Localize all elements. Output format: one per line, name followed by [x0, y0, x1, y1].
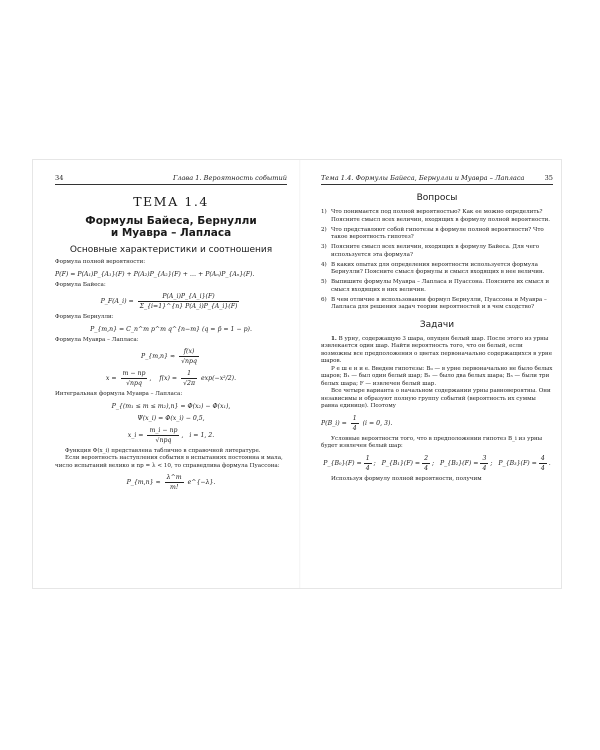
cond-prob-numerator: 2 — [424, 454, 429, 462]
formula-moivre-laplace — [55, 347, 287, 366]
question-text: В чем отличие в использовании формул Бернулли, Пуассона и Муавра – Лапласа для решения задач теории вероятностей и в чем сходство? — [331, 296, 547, 310]
cond-prob-fraction — [422, 454, 430, 473]
question-text: Что представляют собой гипотезы в формуле полной вероятности? Что такое вероятность гипотез? — [331, 226, 544, 240]
question-item — [321, 262, 553, 277]
book-spread — [33, 160, 561, 588]
task-1 — [321, 336, 553, 366]
topic-title — [55, 215, 287, 239]
cond-prob-left: P_{B₂}(F) = — [440, 459, 479, 467]
formula-poisson-numerator: λ^m — [166, 474, 182, 481]
question-number: 1) — [321, 209, 327, 215]
formula-poisson-left: P_{m,n} ≈ — [126, 479, 161, 486]
left-body — [55, 259, 287, 492]
formula-x-numerator: m − np — [122, 370, 146, 377]
right-topic-title: Тема 1.4. Формулы Байеса, Бернулли и Муавра – Лапласа — [321, 174, 525, 182]
right-page-number: 35 — [544, 174, 553, 182]
formula-integral-2: Ψ(x_i) = Φ(x_i) − 0,5, — [137, 414, 205, 422]
label-bayes: Формула Байеса: — [55, 281, 106, 288]
formula-poisson-fraction — [165, 473, 184, 492]
formula-pb-numerator: 1 — [352, 414, 357, 422]
cond-prob-denominator: 4 — [424, 464, 429, 472]
formula-bayes-denominator: Σ_{i=1}^{n} P(A_i)P_{A_i}(F) — [139, 303, 238, 310]
formula-pb-fraction — [351, 414, 359, 433]
formula-integral-1: P_{(m₁ ≤ m ≤ m₂),n} = Φ(x₂) − Φ(x₁), — [111, 402, 231, 410]
cond-prob-fraction — [480, 454, 488, 473]
cond-prob-left: P_{B₀}(F) = — [323, 459, 362, 467]
question-number: 4) — [321, 261, 327, 268]
solution — [321, 366, 553, 389]
formula-total-probability: P(F) = P(A₁)P_{A₁}(F) + P(A₂)P_{A₂}(F) + … + P(Aₙ)P_{Aₙ}(F). — [55, 270, 255, 278]
label-total-probability: Формула полной вероятности: — [55, 259, 146, 265]
topic-title-line-1: Формулы Байеса, Бернулли — [85, 215, 257, 227]
question-item — [321, 227, 553, 242]
formula-pb-left: P(B_i) = — [321, 419, 347, 427]
cond-prob-fraction — [539, 454, 547, 473]
formula-bayes-left: P_F(A_i) = — [100, 298, 134, 305]
cond-prob — [440, 454, 493, 472]
question-number: 5) — [321, 279, 327, 285]
formula-hypothesis-probability — [321, 414, 553, 433]
cond-prob-denominator: 4 — [482, 464, 487, 472]
question-number: 3) — [321, 244, 327, 250]
formula-int3-fraction — [147, 426, 179, 445]
question-text: В каких опытах для определения вероятности используется формула Бернулли? Поясните смысл формулы и смысл входящих в нее величин. — [331, 261, 545, 275]
cond-prob-fraction — [364, 454, 372, 473]
text-poisson-intro: Если вероятность наступления события в испытаниях постоянна и мала, число испытаний велико и np = λ < 10, то справедлива формула Пуассона: — [55, 455, 283, 469]
formula-x-left: x = — [105, 375, 117, 382]
label-moivre-laplace: Формула Муавра – Лапласа: — [55, 336, 139, 343]
right-body — [321, 336, 553, 484]
cond-prob-sep: ; — [490, 459, 493, 467]
formula-ml-fraction — [179, 347, 199, 366]
questions-header: Вопросы — [416, 193, 458, 203]
formula-bayes — [55, 292, 287, 311]
left-page-number: 34 — [55, 174, 64, 182]
task-1-number: 1. — [331, 335, 337, 342]
tasks-header: Задачи — [419, 319, 455, 330]
question-item — [321, 279, 553, 294]
question-number: 2) — [321, 226, 327, 233]
cond-prob-denominator: 4 — [540, 464, 545, 472]
cond-prob-left: P_{B₃}(F) = — [498, 459, 537, 467]
question-item — [321, 244, 553, 259]
formula-pb-denominator: 4 — [352, 424, 357, 432]
cond-prob — [498, 454, 551, 472]
topic-title-line-2: и Муавра – Лапласа — [110, 227, 232, 239]
book-gutter — [299, 160, 301, 588]
cond-prob-sep: ; — [432, 459, 435, 467]
formula-fx-right: exp(−x²/2). — [200, 375, 237, 382]
formula-fx-left: f(x) = — [159, 375, 178, 382]
cond-prob-numerator: 4 — [540, 454, 545, 462]
formula-x-and-fx: x = $\frac{m - np}{\text{√npq}}$ , f(x) = $\frac{1}{√2\pi}$ exp(−x²/2). — [105, 370, 237, 387]
left-chapter-title: Глава 1. Вероятность событий — [172, 174, 287, 182]
task-1-text: В урну, содержащую 3 шара, опущен белый шар. После этого из урны извлекается один шар. Найти вероятность того, что он белый, если возможны все предположения о цветах первоначально содержащихся в урне шаров. — [321, 335, 553, 364]
formula-fx-numerator: 1 — [181, 369, 197, 379]
cond-prob-sep: . — [548, 459, 551, 467]
question-item — [321, 297, 553, 312]
text-conditional: Условные вероятности того, что в предположении гипотез B_i из урны будет извлечен белый шар: — [321, 435, 543, 449]
cond-prob-left: P_{B₁}(F) = — [381, 459, 421, 467]
solution-label: Р е ш е н и е. — [331, 365, 370, 372]
formula-poisson-denominator: m! — [169, 484, 179, 491]
cond-prob-sep: ; — [373, 459, 376, 467]
left-running-head — [55, 174, 287, 185]
solution-text: Введем гипотезы: B₀ — в урне первоначально не было белых шаров; B₁ — был один белый шар; B₂ — было два белых шара; B₃ — были три белых шара; F — извлечен белый шар. — [321, 365, 553, 387]
cond-prob-numerator: 1 — [365, 454, 370, 462]
formula-integral-3: x_i = $\frac{m\_i - np}{\text{√npq}}$ , i = 1, 2. — [127, 426, 215, 444]
label-integral: Интегральная формула Муавра – Лапласа: — [55, 391, 183, 397]
formula-ml-left: P_{m,n} ≈ — [141, 353, 176, 360]
right-page — [311, 160, 561, 588]
formula-bayes-numerator: P(A_i)P_{A_i}(F) — [138, 292, 240, 302]
formula-poisson — [55, 473, 287, 492]
formula-fx-fraction — [181, 369, 197, 388]
formula-conditional-probabilities — [321, 454, 553, 473]
formula-int3-left: x_i = — [127, 431, 144, 439]
formula-fx-denominator: √2π — [183, 380, 196, 387]
text-using-formula: Используя формулу полной вероятности, получим — [331, 475, 482, 482]
text-function-table: Функция Φ(x_i) представлена таблично в справочной литературе. — [65, 447, 261, 454]
formula-int3-right: i = 1, 2. — [189, 431, 215, 439]
formula-x-denominator: √npq — [126, 380, 142, 387]
cond-prob-numerator: 3 — [482, 454, 487, 462]
formula-bayes-fraction — [138, 292, 240, 311]
formula-ml-denominator: √npq — [181, 358, 197, 365]
question-text: Поясните смысл всех величин, входящих в формулу Байеса. Для чего используется эта формула? — [331, 244, 540, 258]
question-item — [321, 209, 553, 224]
question-number: 6) — [321, 296, 327, 303]
formula-bernoulli: P_{m,n} = C_n^m p^m q^{n−m} (q = p̄ = 1 − p). — [90, 325, 252, 333]
cond-prob-denominator: 4 — [365, 464, 370, 472]
right-running-head — [321, 174, 553, 185]
label-bernoulli: Формула Бернулли: — [55, 314, 114, 320]
section-subtitle: Основные характеристики и соотношения — [69, 245, 273, 255]
text-hypotheses: Все четыре варианта о начальном содержании урны равновероятны. Они независимы и образуют полную группу событий (вероятность их суммы равна единице). Поэтому — [321, 388, 551, 409]
formula-int3-denominator: √npq — [155, 436, 172, 444]
left-page — [33, 160, 291, 588]
question-text: Что понимается под полной вероятностью? Как ее можно определить? Поясните смысл всех величин, входящих в формулу полной вероятности. — [331, 209, 551, 223]
questions-list — [321, 209, 553, 312]
formula-poisson-right: e^{−λ}. — [187, 479, 216, 486]
formula-pb-right: (i = 0, 3). — [362, 419, 393, 427]
cond-prob — [381, 454, 435, 472]
cond-prob — [323, 454, 376, 472]
formula-ml-numerator: f(x) — [179, 347, 199, 357]
formula-x-fraction — [121, 369, 148, 388]
formula-int3-numerator: m_i − np — [149, 426, 178, 434]
topic-label: ТЕМА 1.4 — [133, 194, 209, 209]
question-text: Выпишите формулы Муавра – Лапласа и Пуассона. Поясните их смысл и смысл входящих в них величин. — [331, 279, 550, 293]
